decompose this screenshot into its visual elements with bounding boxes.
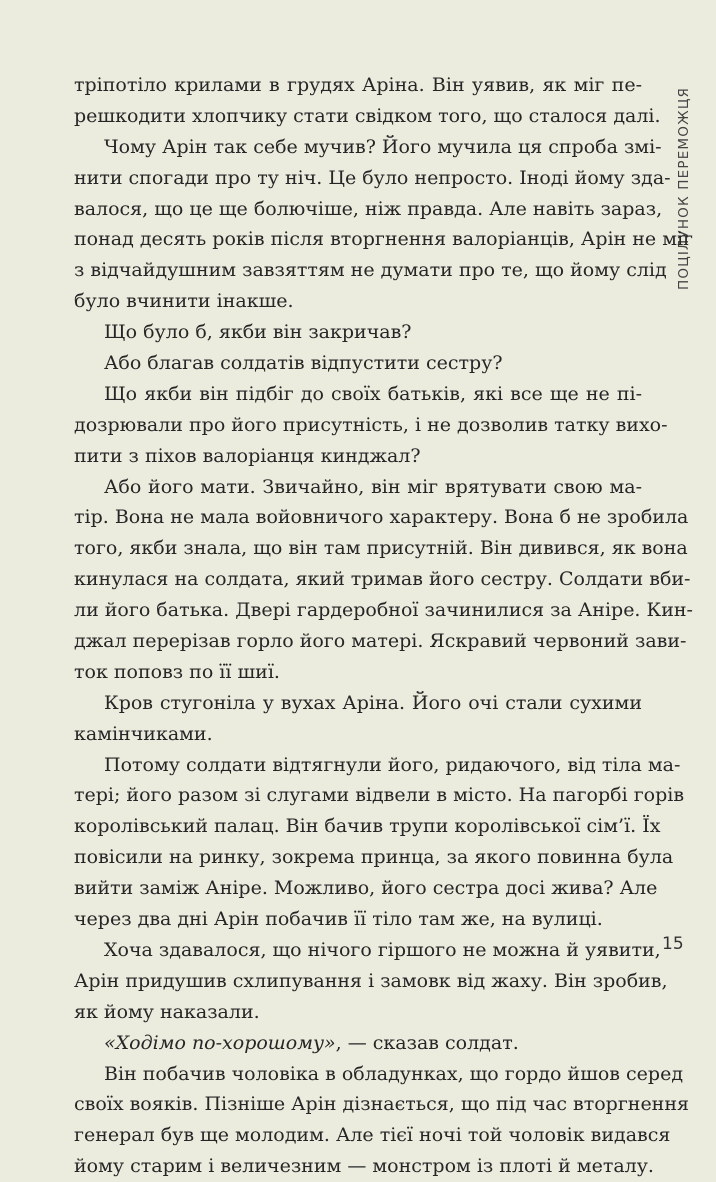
text-line: Кров стугоніла у вухах Аріна. Його очі стали сухими	[104, 691, 642, 714]
text-line: Що було б, якби він закричав?	[104, 321, 412, 344]
text-line: через два дні Арін побачив її тіло там же, на вулиці.	[74, 908, 603, 931]
page-number: 15	[662, 934, 684, 954]
text-line: дозрювали про його присутність, і не дозволив татку вихо-	[74, 413, 668, 436]
text-line: нити спогади про ту ніч. Це було непросто. Іноді йому зда-	[74, 166, 671, 189]
text-line: кинулася на солдата, який тримав його сестру. Солдати вби-	[74, 568, 691, 591]
text-line: генерал був ще молодим. Але тієї ночі той чоловік видався	[74, 1124, 671, 1147]
text-line: тір. Вона не мала войовничого характеру. Вона б не зробила	[74, 506, 689, 529]
text-line: «Ходімо по-хорошому», — сказав солдат.	[104, 1031, 519, 1054]
text-line: повісили на ринку, зокрема принца, за якого повинна була	[74, 846, 674, 869]
text-line: Хоча здавалося, що нічого гіршого не можна й уявити,	[104, 938, 661, 961]
text-line: Або його мати. Звичайно, він міг врятувати свою ма-	[104, 475, 642, 498]
text-line: було вчинити інакше.	[74, 290, 294, 313]
text-line: пити з піхов валоріанця кинджал?	[74, 444, 421, 467]
text-line: ток поповз по її шиї.	[74, 660, 280, 683]
text-line: вийти заміж Аніре. Можливо, його сестра досі жива? Але	[74, 877, 658, 900]
text-line: Арін придушив схлипування і замовк від жаху. Він зробив,	[74, 969, 668, 992]
text-line: Або благав солдатів відпустити сестру?	[104, 352, 503, 375]
quoted-speech: «Ходімо по-хорошому»	[104, 1031, 336, 1054]
text-line: тріпотіло крилами в грудях Аріна. Він уявив, як міг пе-	[74, 74, 642, 96]
text-line: решкодити хлопчику стати свідком того, що сталося далі.	[74, 104, 661, 127]
text-line: тері; його разом зі слугами відвели в місто. На пагорбі горів	[74, 784, 685, 807]
text-line: Чому Арін так себе мучив? Його мучила ця спроба змі-	[104, 135, 662, 158]
text-line: своїх вояків. Пізніше Арін дізнається, що під час вторгнення	[74, 1093, 689, 1116]
text-line: Він побачив чоловіка в обладунках, що гордо йшов серед	[104, 1062, 684, 1085]
text-line: ли його батька. Двері гардеробної зачинилися за Аніре. Кин-	[74, 599, 693, 622]
text-line: камінчиками.	[74, 722, 213, 745]
running-header: ПОЦІЛУНОК ПЕРЕМОЖЦЯ	[676, 86, 692, 290]
text-line: Що якби він підбіг до своїх батьків, які все ще не пі-	[104, 382, 642, 405]
text-line: того, якби знала, що він там присутній. Він дивився, як вона	[74, 537, 688, 560]
text-line: йому старим і величезним — монстром із плоті й металу.	[74, 1155, 654, 1178]
text-line: джал перерізав горло його матері. Яскравий червоний зави-	[74, 630, 687, 653]
text-line: королівський палац. Він бачив трупи королівської сім’ї. Їх	[74, 815, 661, 838]
text-line: валося, що це ще болючіше, ніж правда. Але навіть зараз,	[74, 197, 663, 220]
text-line: понад десять років після вторгнення валоріанців, Арін не міг	[74, 228, 694, 251]
text-line: Потому солдати відтягнули його, ридаючого, від тіла ма-	[104, 753, 681, 776]
text-line: як йому наказали.	[74, 1000, 260, 1023]
text-line: з відчайдушним завзяттям не думати про те, що йому слід	[74, 259, 667, 282]
